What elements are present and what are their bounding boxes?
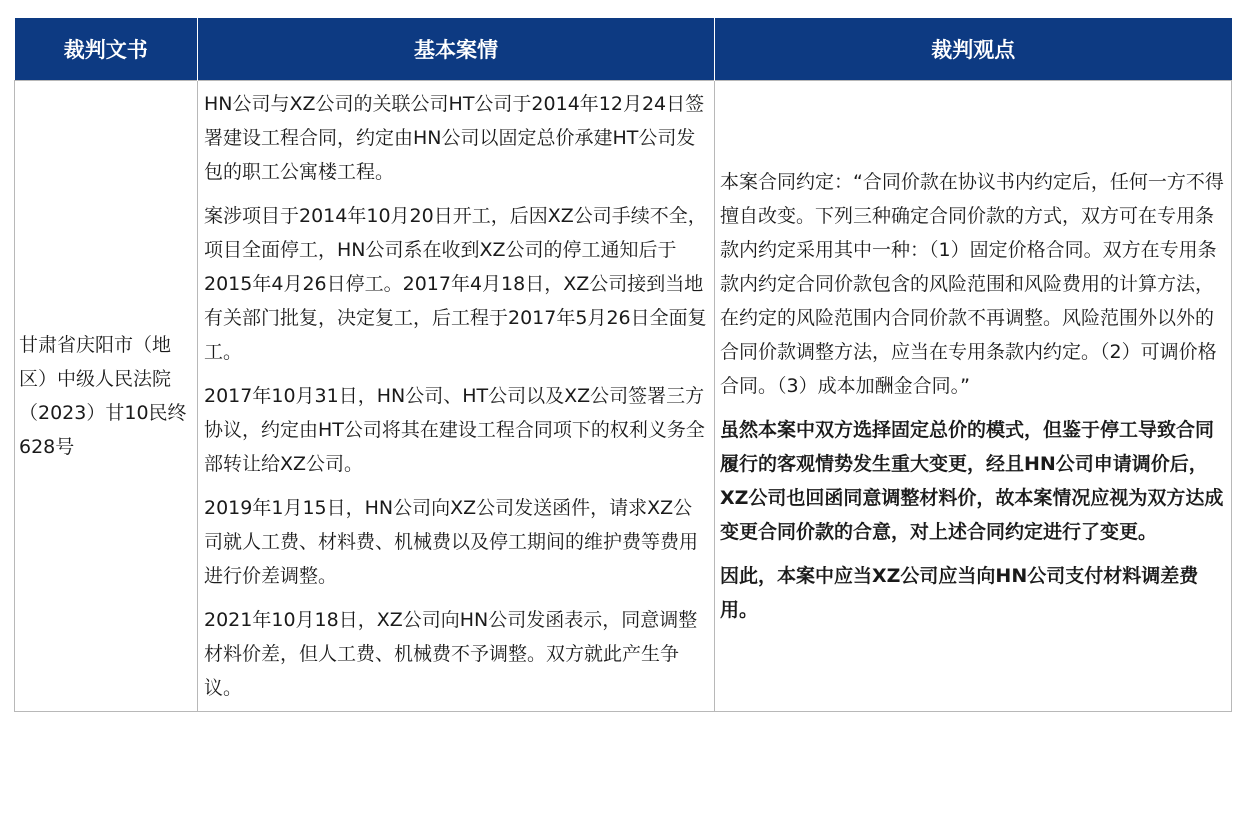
judgment-view-paragraph-bold: 因此，本案中应当XZ公司应当向HN公司支付材料调差费用。: [720, 565, 1199, 621]
court-document-text: 甘肃省庆阳市（地区）中级人民法院（2023）甘10民终628号: [19, 334, 187, 458]
case-facts-cell: [198, 81, 715, 712]
case-fact-paragraph: 2021年10月18日，XZ公司向HN公司发函表示，同意调整材料价差，但人工费、机械费不予调整。双方就此产生争议。: [204, 609, 698, 699]
header-case-facts: 基本案情: [198, 18, 715, 81]
header-judgment-views: 裁判观点: [715, 18, 1232, 81]
table-row: [15, 81, 1232, 712]
case-table-container: [14, 18, 1231, 712]
judgment-views-cell: [715, 81, 1232, 712]
table-header-row: [15, 18, 1232, 81]
judgment-view-paragraph-bold: 虽然本案中双方选择固定总价的模式，但鉴于停工导致合同履行的客观情势发生重大变更，经且HN公司申请调价后，XZ公司也回函同意调整材料价，故本案情况应视为双方达成变更合同价款的合意，对上述合同约定进行了变更。: [720, 419, 1224, 543]
case-fact-paragraph: 2017年10月31日，HN公司、HT公司以及XZ公司签署三方协议，约定由HT公司将其在建设工程合同项下的权利义务全部转让给XZ公司。: [204, 385, 705, 475]
court-document-cell: [15, 81, 198, 712]
header-court-document: 裁判文书: [15, 18, 198, 81]
case-fact-paragraph: HN公司与XZ公司的关联公司HT公司于2014年12月24日签署建设工程合同，约定由HN公司以固定总价承建HT公司发包的职工公寓楼工程。: [204, 93, 705, 183]
case-table: [14, 18, 1232, 712]
case-fact-paragraph: 2019年1月15日，HN公司向XZ公司发送函件，请求XZ公司就人工费、材料费、机械费以及停工期间的维护费等费用进行价差调整。: [204, 497, 699, 587]
case-fact-paragraph: 案涉项目于2014年10月20日开工，后因XZ公司手续不全，项目全面停工，HN公司系在收到XZ公司的停工通知后于2015年4月26日停工。2017年4月18日，XZ公司接到当地有关部门批复，决定复工，后工程于2017年5月26日全面复工。: [204, 205, 707, 363]
judgment-view-paragraph: 本案合同约定：“合同价款在协议书内约定后，任何一方不得擅自改变。下列三种确定合同价款的方式，双方可在专用条款内约定采用其中一种：（1）固定价格合同。双方在专用条款内约定合同价款包含的风险范围和风险费用的计算方法，在约定的风险范围内合同价款不再调整。风险范围外以外的合同价款调整方法，应当在专用条款内约定。（2）可调价格合同。（3）成本加酬金合同。”: [720, 171, 1224, 397]
